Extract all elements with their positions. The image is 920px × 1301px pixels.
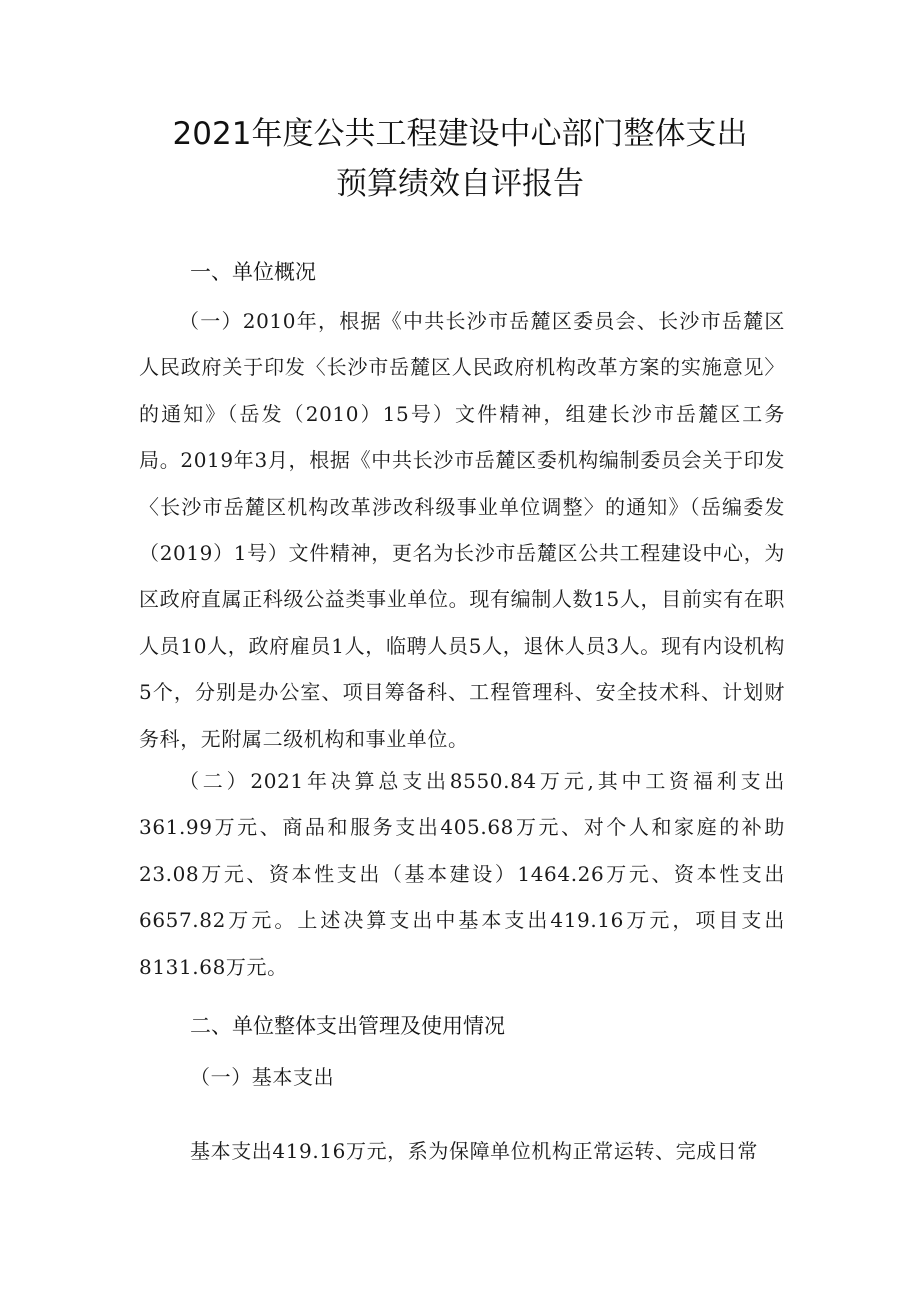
document-title-line-1: 2021年度公共工程建设中心部门整体支出 — [172, 116, 748, 152]
section-2-subheading-1: （一）基本支出 — [190, 1065, 335, 1089]
document-title-line-2: 预算绩效自评报告 — [336, 166, 584, 202]
section-1-paragraph-1: （一）2010年，根据《中共长沙市岳麓区委员会、长沙市岳麓区人民政府关于印发〈长沙市岳麓区人民政府机构改革方案的实施意见〉的通知》（岳发（2010）15号）文件精神，组建长沙市岳麓区工务局。2019年3月，根据《中共长沙市岳麓区委机构编制委员会关于印发〈长沙市岳麓区机构改革涉改科级事业单位调整〉的通知》（岳编委发（2019）1号）文件精神，更名为长沙市岳麓区公共工程建设中心，为区政府直属正科级公益类事业单位。现有编制人数15人，目前实有在职人员10人，政府雇员1人，临聘人员5人，退休人员3人。现有内设机构5个，分别是办公室、项目筹备科、工程管理科、安全技术科、计划财务科，无附属二级机构和事业单位。 — [139, 309, 785, 751]
section-1-heading: 一、单位概况 — [190, 260, 316, 284]
section-2-heading: 二、单位整体支出管理及使用情况 — [190, 1014, 505, 1038]
section-2-paragraph-1: 基本支出419.16万元，系为保障单位机构正常运转、完成日常 — [190, 1139, 758, 1163]
section-1-paragraph-2: （二）2021年决算总支出8550.84万元,其中工资福利支出361.99万元、商品和服务支出405.68万元、对个人和家庭的补助23.08万元、资本性支出（基本建设）1464.26万元、资本性支出6657.82万元。上述决算支出中基本支出419.16万元，项目支出8131.68万元。 — [139, 769, 785, 979]
